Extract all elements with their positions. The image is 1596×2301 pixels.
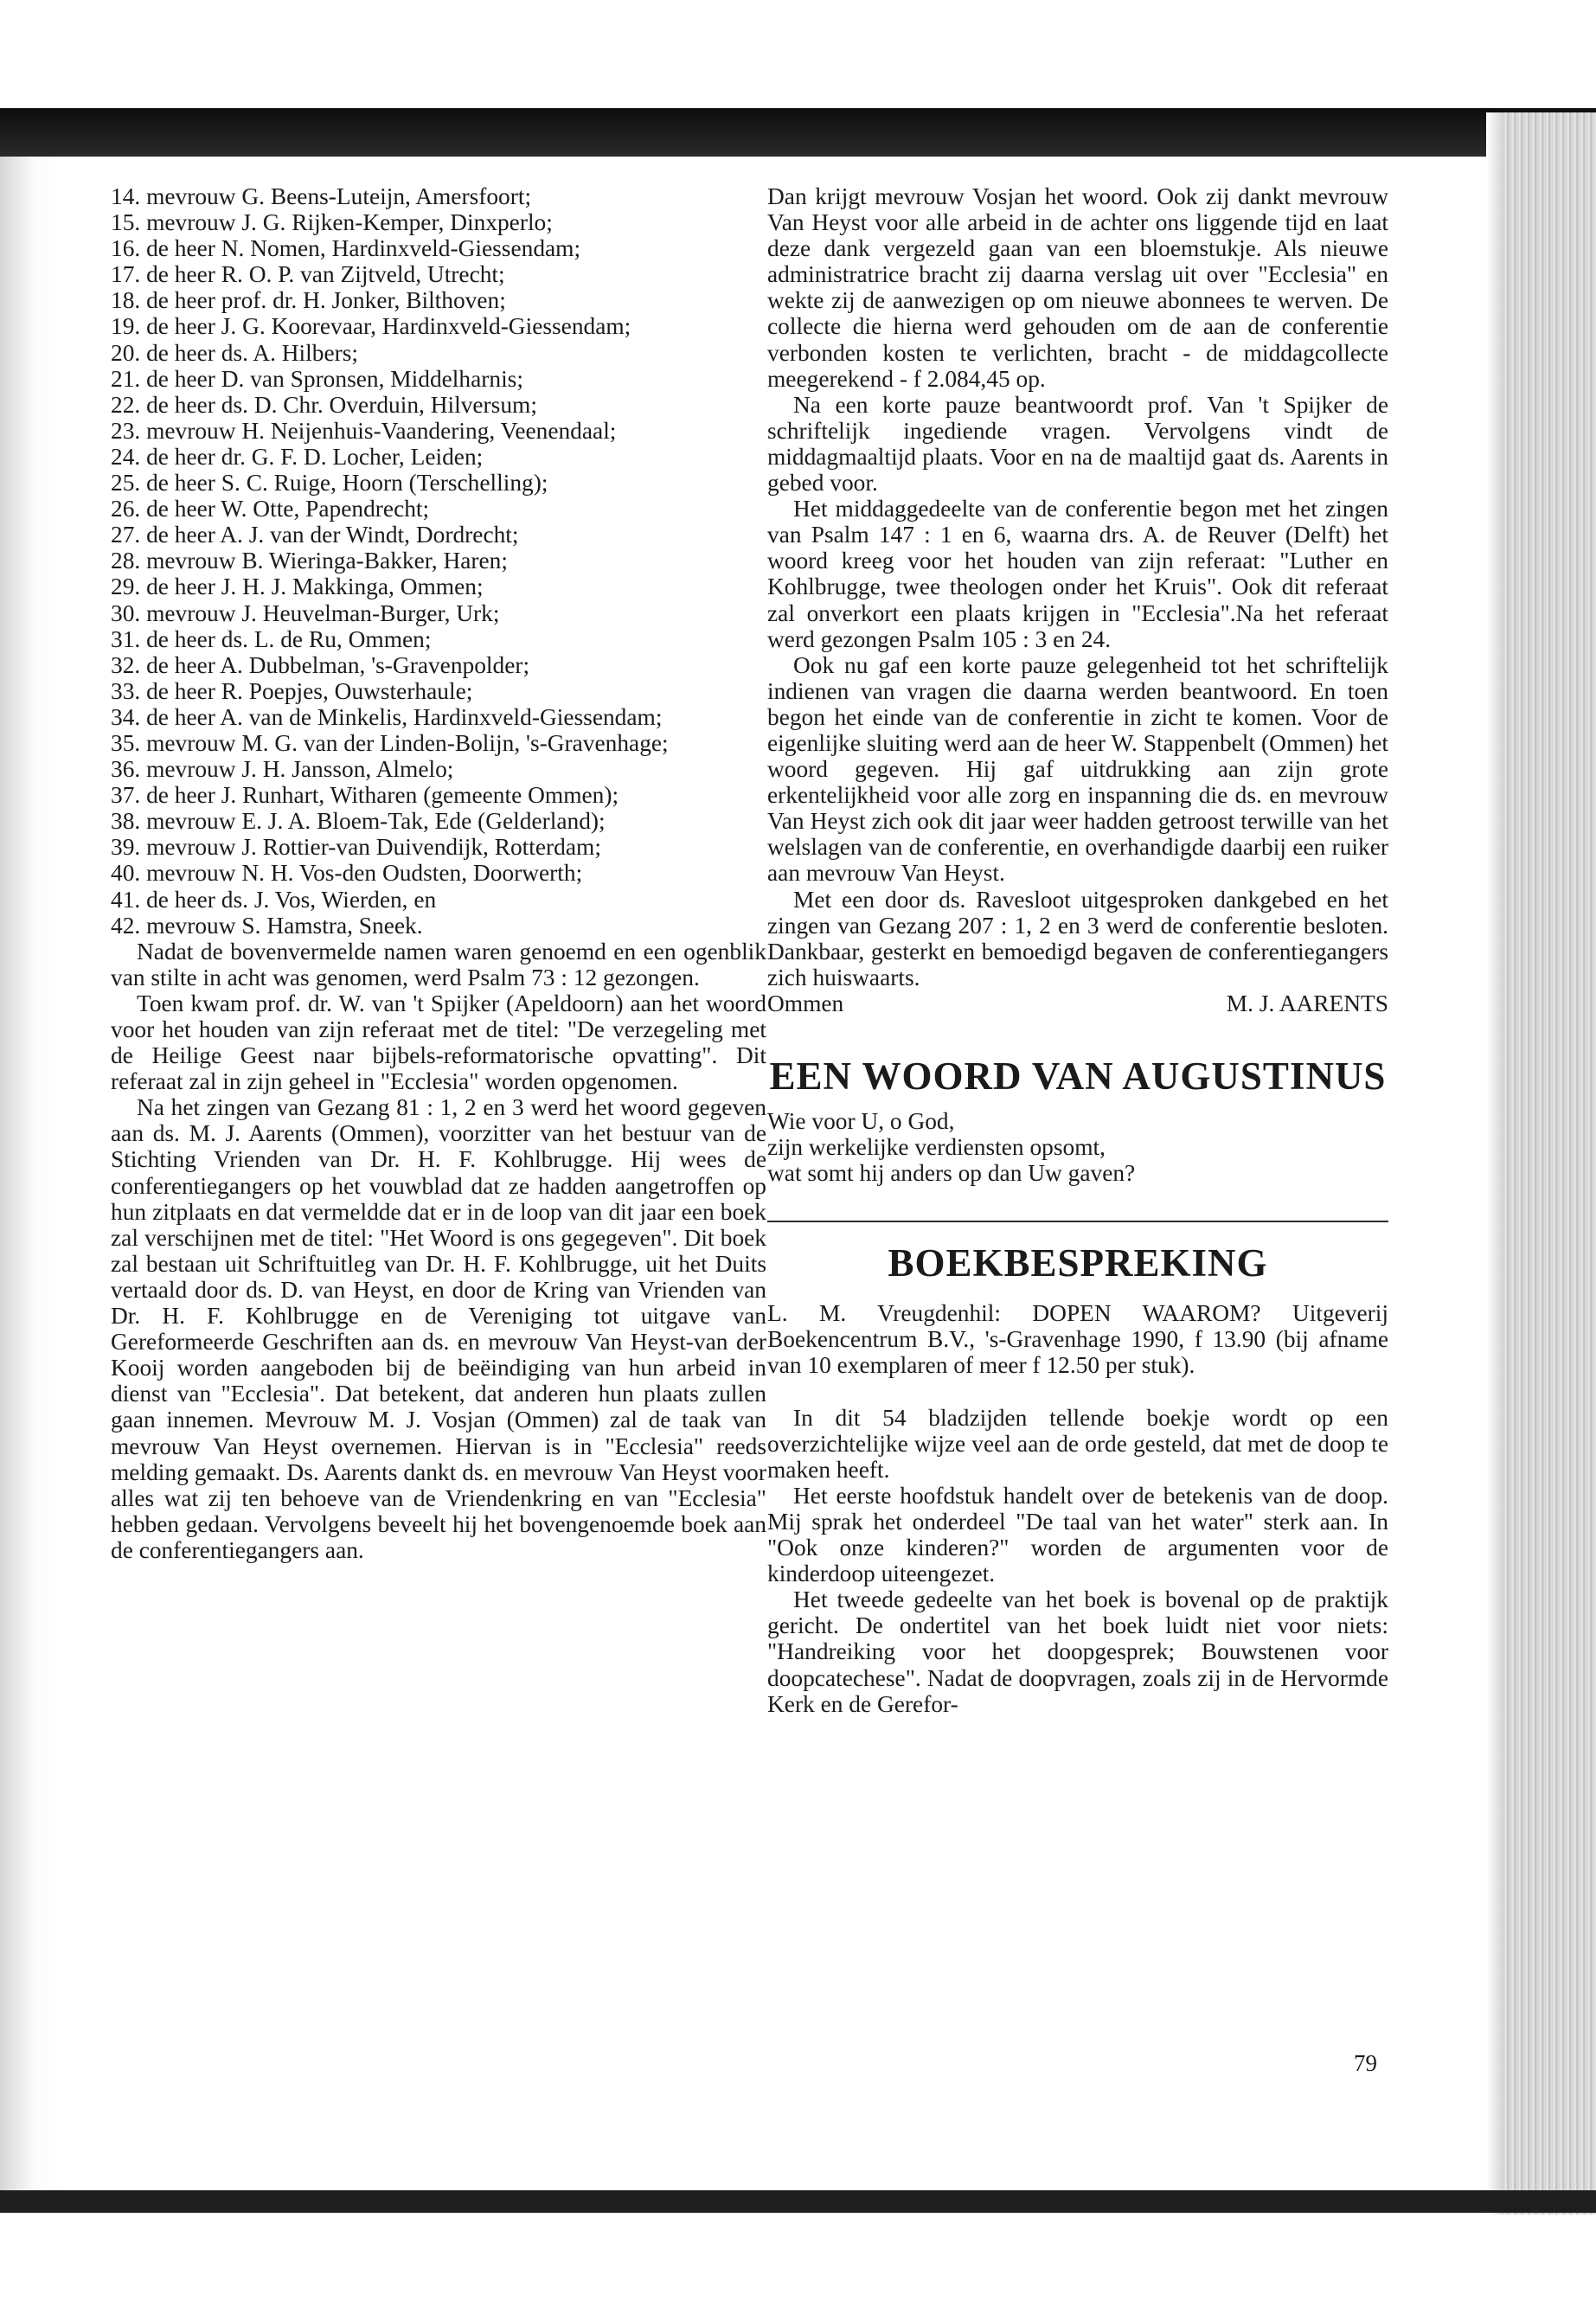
attendee-list-item: 33. de heer R. Poepjes, Ouwsterhaule; [111, 677, 473, 704]
quote-line: wat somt hij anders op dan Uw gaven? [767, 1160, 1136, 1187]
scan-top-border [0, 108, 1596, 157]
attendee-list-item: 14. mevrouw G. Beens-Luteijn, Amersfoort; [111, 183, 532, 209]
paragraph-aarents-book: Na het zingen van Gezang 81 : 1, 2 en 3 werd het woord gegeven aan ds. M. J. Aarents (Ommen), voorzitter van het bestuur van de Stichting Vrienden van Dr. H. F. Kohlbrugge. Hij wees de conferentiegangers op het vouwblad dat ze hadden aangetroffen op hun zitplaats en dat vermeldde dat er in de loop van dit jaar een boek zal verschijnen met de titel: "Het Woord is ons gegegeven". Dit boek zal bestaan uit Schriftuitleg van Dr. H. F. Kohlbrugge, uit het Duits vertaald door ds. D. van Heyst, en door de Kring van Vrienden van Dr. H. F. Kohlbrugge en de Vereniging tot uitgave van Gereformeerde Geschriften aan ds. en mevrouw Van Heyst-van der Kooij worden aangeboden bij de beëindiging van hun arbeid in dienst van "Ecclesia". Dat betekent, dat anderen hun plaats zullen gaan innemen. Mevrouw M. J. Vosjan (Ommen) zal de taak van mevrouw Van Heyst overnemen. Hiervan is in "Ecclesia" reeds melding gemaakt. Ds. Aarents dankt ds. en mevrouw Van Heyst voor alles wat zij ten behoeve van de Vriendenkring en van "Ecclesia" hebben gedaan. Vervolgens beveelt hij het bovengenoemde boek aan de conferentiegangers aan. [111, 1094, 766, 1563]
attendee-list-item: 36. mevrouw J. H. Jansson, Almelo; [111, 756, 454, 783]
attendee-list-item: 29. de heer J. H. J. Makkinga, Ommen; [111, 574, 484, 600]
page-gutter-shadow [0, 130, 61, 2206]
book-reference: L. M. Vreugdenhil: DOPEN WAAROM? Uitgeverij Boekencentrum B.V., 's-Gravenhage 1990, f 13.90 (bij afname van 10 exemplaren of meer f 12.50 per stuk). [767, 1300, 1388, 1379]
attendee-list-item: 18. de heer prof. dr. H. Jonker, Bilthoven; [111, 287, 506, 314]
attendee-list-item: 35. mevrouw M. G. van der Linden-Bolijn, 's-Gravenhage; [111, 729, 669, 756]
paragraph-names-silence: Nadat de bovenvermelde namen waren genoemd en een ogenblik van stilte in acht was genomen, werd Psalm 73 : 12 gezongen. [111, 938, 766, 990]
quote-line: Wie voor U, o God, [767, 1108, 955, 1134]
attendee-list-item: 40. mevrouw N. H. Vos-den Oudsten, Doorwerth; [111, 860, 583, 887]
attendee-list-item: 37. de heer J. Runhart, Witharen (gemeente Ommen); [111, 782, 619, 809]
attendee-list-item: 34. de heer A. van de Minkelis, Hardinxveld-Giessendam; [111, 703, 663, 730]
signature-line [767, 990, 1388, 1016]
attendee-list-item: 22. de heer ds. D. Chr. Overduin, Hilversum; [111, 391, 537, 418]
attendee-list-item: 17. de heer R. O. P. van Zijtveld, Utrecht; [111, 261, 505, 288]
attendee-list-item: 25. de heer S. C. Ruige, Hoorn (Terschelling); [111, 470, 548, 497]
scan-bottom-border [0, 2190, 1596, 2213]
attendee-list-item: 24. de heer dr. G. F. D. Locher, Leiden; [111, 443, 484, 470]
paragraph-referaat-spijker: Toen kwam prof. dr. W. van 't Spijker (Apeldoorn) aan het woord voor het houden van zijn referaat met de titel: "De verzegeling met de Heilige Geest naar bijbels-reformatorische opvatting". Dit referaat zal in zijn geheel in "Ecclesia" worden opgenomen. [111, 990, 766, 1095]
heading-augustinus: EEN WOORD VAN AUGUSTINUS [769, 1054, 1387, 1098]
attendee-list-item: 41. de heer ds. J. Vos, Wierden, en [111, 886, 437, 913]
review-paragraph-2: Het eerste hoofdstuk handelt over de betekenis van de doop. Mij sprak het onderdeel "De taal van het water" sterk aan. In "Ook onze kinderen?" worden de argumenten voor de kinderdoop uiteengezet. [767, 1482, 1388, 1587]
paragraph-dankgebed: Met een door ds. Ravesloot uitgesproken dankgebed en het zingen van Gezang 207 : 1, 2 en 3 werd de conferentie besloten. Dankbaar, gesterkt en bemoedigd begaven de conferentiegangers zich huiswaarts. [767, 886, 1388, 990]
attendee-list-item: 15. mevrouw J. G. Rijken-Kemper, Dinxperlo; [111, 209, 553, 236]
heading-boekbespreking: BOEKBESPREKING [888, 1241, 1268, 1285]
attendee-list [111, 183, 766, 939]
signature-place: Ommen [767, 990, 844, 1016]
attendee-list-item: 21. de heer D. van Spronsen, Middelharnis; [111, 365, 523, 392]
left-column [111, 183, 766, 1563]
right-column [767, 183, 1388, 1717]
attendee-list-item: 32. de heer A. Dubbelman, 's-Gravenpolder; [111, 651, 530, 678]
attendee-list-item: 38. mevrouw E. J. A. Bloem-Tak, Ede (Gelderland); [111, 808, 606, 835]
attendee-list-item: 20. de heer ds. A. Hilbers; [111, 339, 359, 366]
paragraph-middaggedeelte: Het middaggedeelte van de conferentie begon met het zingen van Psalm 147 : 1 en 6, waarna drs. A. de Reuver (Delft) het woord kreeg voor het houden van zijn referaat: "Luther en Kohlbrugge, twee theologen onder het Kruis". Ook dit referaat zal onverkort een plaats krijgen in "Ecclesia".Na het referaat werd gezongen Psalm 105 : 3 en 24. [767, 496, 1388, 652]
attendee-list-item: 19. de heer J. G. Koorevaar, Hardinxveld-Giessendam; [111, 313, 631, 340]
page-edge-shadow [1486, 112, 1505, 2214]
paragraph-pauze: Na een korte pauze beantwoordt prof. Van 't Spijker de schriftelijk ingediende vragen. Vervolgens vindt de middagmaaltijd plaats. Voor en na de maaltijd gaat ds. Aarents in gebed voor. [767, 391, 1388, 497]
attendee-list-item: 26. de heer W. Otte, Papendrecht; [111, 496, 430, 522]
attendee-list-item: 42. mevrouw S. Hamstra, Sneek. [111, 912, 423, 939]
attendee-list-item: 28. mevrouw B. Wieringa-Bakker, Haren; [111, 548, 508, 574]
attendee-list-item: 39. mevrouw J. Rottier-van Duivendijk, Rotterdam; [111, 834, 601, 861]
attendee-list-item: 23. mevrouw H. Neijenhuis-Vaandering, Veenendaal; [111, 417, 617, 444]
attendee-list-item: 31. de heer ds. L. de Ru, Ommen; [111, 625, 432, 652]
review-paragraph-1: In dit 54 bladzijden tellende boekje wordt op een overzichtelijke wijze veel aan de orde gesteld, dat met de doop te maken heeft. [767, 1404, 1388, 1483]
page-number: 79 [1354, 2050, 1377, 2076]
attendee-list-item: 16. de heer N. Nomen, Hardinxveld-Giessendam; [111, 235, 581, 262]
attendee-list-item: 30. mevrouw J. Heuvelman-Burger, Urk; [111, 599, 500, 626]
augustinus-quote [767, 1108, 1388, 1186]
book-page-edges [1503, 112, 1596, 2214]
signature-name: M. J. AARENTS [1226, 990, 1388, 1016]
quote-line: zijn werkelijke verdiensten opsomt, [767, 1134, 1106, 1161]
paragraph-vosjan: Dan krijgt mevrouw Vosjan het woord. Ook zij dankt mevrouw Van Heyst voor alle arbeid in de achter ons liggende tijd en laat deze dank vergezeld gaan van een bloemstukje. Als nieuwe administratrice bracht zij daarna verslag uit over "Ecclesia" en wekte zij de aanwezigen op om nieuwe abonnees te werven. De collecte die hierna werd gehouden om de aan de conferentie verbonden kosten te verlichten, bracht - de middagcollecte meegerekend - f 2.084,45 op. [767, 183, 1388, 392]
paragraph-sluiting: Ook nu gaf een korte pauze gelegenheid tot het schriftelijk indienen van vragen die daarna werden beantwoord. En toen begon het einde van de conferentie in zicht te komen. Voor de eigenlijke sluiting werd aan de heer W. Stappenbelt (Ommen) het woord gegeven. Hij gaf uitdrukking aan zijn grote erkentelijkheid voor alle zorg en inspanning die ds. en mevrouw Van Heyst zich ook dit jaar weer hadden getroost terwille van het welslagen van de conferentie, en overhandigde daarbij een ruiker aan mevrouw Van Heyst. [767, 651, 1388, 887]
attendee-list-item: 27. de heer A. J. van der Windt, Dordrecht; [111, 522, 519, 548]
review-paragraph-3: Het tweede gedeelte van het boek is bovenal op de praktijk gericht. De ondertitel van het boek luidt niet voor niets: "Handreiking voor het doopgesprek; Bouwstenen voor doopcatechese". Nadat de doopvragen, zoals zij in de Hervormde Kerk en de Gerefor- [767, 1586, 1388, 1717]
